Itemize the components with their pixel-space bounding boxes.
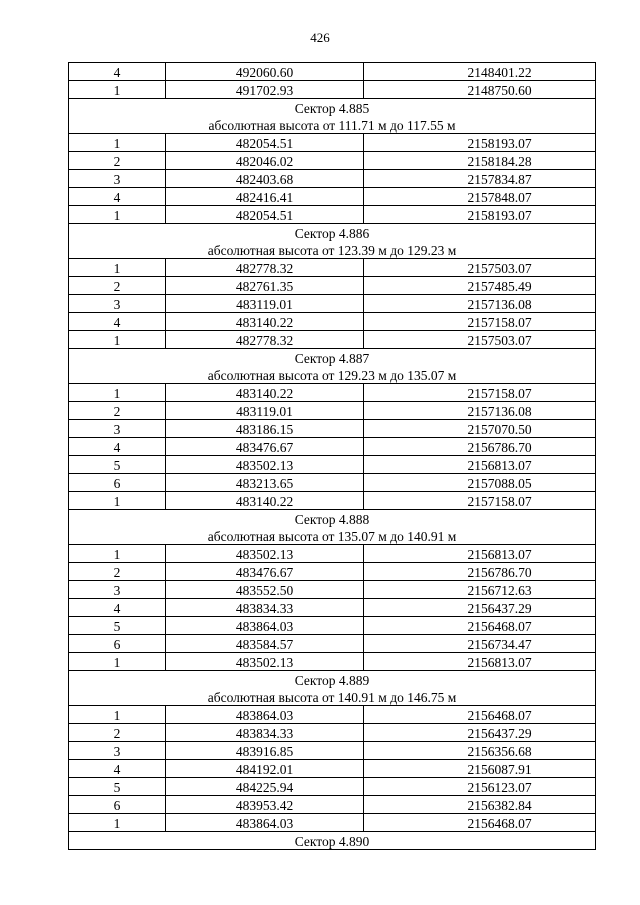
table-row [69,617,596,635]
table-row [69,456,596,474]
point-number-cell: 3 [69,170,166,188]
point-number-cell: 1 [69,259,166,277]
point-number-cell: 6 [69,635,166,653]
x-coordinate-cell: 492060.60 [166,63,364,81]
x-coordinate-cell: 482054.51 [166,206,364,224]
x-coordinate-cell: 483119.01 [166,402,364,420]
table-row [69,331,596,349]
y-coordinate-cell: 2148750.60 [364,81,596,99]
table-row [69,134,596,152]
table-row [69,170,596,188]
sector-altitude: абсолютная высота от 129.23 м до 135.07 м [69,366,596,384]
sector-header-row [69,671,596,689]
sector-altitude-row [69,116,596,134]
y-coordinate-cell: 2156786.70 [364,438,596,456]
page-number: 426 [310,30,330,45]
x-coordinate-cell: 484192.01 [166,760,364,778]
y-coordinate-cell: 2156437.29 [364,724,596,742]
sector-altitude: абсолютная высота от 135.07 м до 140.91 м [69,527,596,545]
point-number-cell: 1 [69,653,166,671]
y-coordinate-cell: 2156734.47 [364,635,596,653]
point-number-cell: 4 [69,63,166,81]
point-number-cell: 2 [69,563,166,581]
point-number-cell: 1 [69,545,166,563]
y-coordinate-cell: 2156123.07 [364,778,596,796]
table-row [69,581,596,599]
table-row [69,635,596,653]
sector-altitude-row [69,241,596,259]
y-coordinate-cell: 2157158.07 [364,492,596,510]
y-coordinate-cell: 2156712.63 [364,581,596,599]
y-coordinate-cell: 2156356.68 [364,742,596,760]
point-number-cell: 3 [69,295,166,313]
table-row [69,796,596,814]
x-coordinate-cell: 483476.67 [166,438,364,456]
sector-altitude: абсолютная высота от 123.39 м до 129.23 м [69,241,596,259]
sector-title: Сектор 4.885 [69,99,596,117]
y-coordinate-cell: 2156813.07 [364,653,596,671]
point-number-cell: 1 [69,492,166,510]
table-row [69,295,596,313]
y-coordinate-cell: 2156786.70 [364,563,596,581]
y-coordinate-cell: 2156813.07 [364,456,596,474]
sector-header-row [69,349,596,367]
point-number-cell: 5 [69,456,166,474]
table-row [69,438,596,456]
table-row [69,492,596,510]
point-number-cell: 1 [69,814,166,832]
point-number-cell: 3 [69,742,166,760]
table-row [69,188,596,206]
x-coordinate-cell: 483864.03 [166,617,364,635]
y-coordinate-cell: 2156468.07 [364,814,596,832]
x-coordinate-cell: 483864.03 [166,706,364,724]
sector-header-row [69,832,596,850]
point-number-cell: 1 [69,331,166,349]
x-coordinate-cell: 483140.22 [166,384,364,402]
coordinates-table [68,62,596,850]
x-coordinate-cell: 483476.67 [166,563,364,581]
point-number-cell: 2 [69,402,166,420]
table-row [69,313,596,331]
y-coordinate-cell: 2157136.08 [364,402,596,420]
point-number-cell: 6 [69,796,166,814]
point-number-cell: 1 [69,384,166,402]
x-coordinate-cell: 483916.85 [166,742,364,760]
x-coordinate-cell: 491702.93 [166,81,364,99]
y-coordinate-cell: 2156382.84 [364,796,596,814]
y-coordinate-cell: 2156468.07 [364,617,596,635]
table-row [69,384,596,402]
table-row [69,81,596,99]
x-coordinate-cell: 483864.03 [166,814,364,832]
y-coordinate-cell: 2157158.07 [364,313,596,331]
sector-altitude-row [69,688,596,706]
y-coordinate-cell: 2156468.07 [364,706,596,724]
table-row [69,563,596,581]
sector-title: Сектор 4.886 [69,224,596,242]
table-row [69,814,596,832]
point-number-cell: 4 [69,599,166,617]
y-coordinate-cell: 2158184.28 [364,152,596,170]
point-number-cell: 4 [69,438,166,456]
y-coordinate-cell: 2157136.08 [364,295,596,313]
y-coordinate-cell: 2157834.87 [364,170,596,188]
y-coordinate-cell: 2158193.07 [364,206,596,224]
x-coordinate-cell: 482046.02 [166,152,364,170]
sector-altitude: абсолютная высота от 140.91 м до 146.75 м [69,688,596,706]
x-coordinate-cell: 483584.57 [166,635,364,653]
x-coordinate-cell: 483502.13 [166,456,364,474]
point-number-cell: 3 [69,420,166,438]
y-coordinate-cell: 2156437.29 [364,599,596,617]
point-number-cell: 4 [69,188,166,206]
sector-altitude-row [69,366,596,384]
table-row [69,545,596,563]
point-number-cell: 5 [69,778,166,796]
x-coordinate-cell: 484225.94 [166,778,364,796]
table-row [69,706,596,724]
point-number-cell: 4 [69,313,166,331]
x-coordinate-cell: 483140.22 [166,492,364,510]
x-coordinate-cell: 482778.32 [166,331,364,349]
sector-title: Сектор 4.890 [69,832,596,850]
y-coordinate-cell: 2157158.07 [364,384,596,402]
y-coordinate-cell: 2156087.91 [364,760,596,778]
y-coordinate-cell: 2157088.05 [364,474,596,492]
table-row [69,760,596,778]
table-row [69,474,596,492]
table-row [69,778,596,796]
coordinates-table-body [69,63,596,850]
table-row [69,420,596,438]
y-coordinate-cell: 2157503.07 [364,259,596,277]
y-coordinate-cell: 2156813.07 [364,545,596,563]
table-row [69,259,596,277]
x-coordinate-cell: 482778.32 [166,259,364,277]
point-number-cell: 4 [69,760,166,778]
x-coordinate-cell: 483186.15 [166,420,364,438]
point-number-cell: 1 [69,134,166,152]
x-coordinate-cell: 483834.33 [166,724,364,742]
x-coordinate-cell: 482403.68 [166,170,364,188]
point-number-cell: 1 [69,81,166,99]
x-coordinate-cell: 483502.13 [166,653,364,671]
sector-altitude: абсолютная высота от 111.71 м до 117.55 м [69,116,596,134]
sector-altitude-row [69,527,596,545]
table-row [69,277,596,295]
sector-header-row [69,224,596,242]
table-row [69,63,596,81]
x-coordinate-cell: 483213.65 [166,474,364,492]
y-coordinate-cell: 2157070.50 [364,420,596,438]
table-row [69,742,596,760]
x-coordinate-cell: 483140.22 [166,313,364,331]
y-coordinate-cell: 2157848.07 [364,188,596,206]
x-coordinate-cell: 483502.13 [166,545,364,563]
y-coordinate-cell: 2157503.07 [364,331,596,349]
x-coordinate-cell: 482416.41 [166,188,364,206]
table-row [69,402,596,420]
sector-header-row [69,99,596,117]
sector-header-row [69,510,596,528]
point-number-cell: 2 [69,724,166,742]
x-coordinate-cell: 482054.51 [166,134,364,152]
sector-title: Сектор 4.889 [69,671,596,689]
x-coordinate-cell: 482761.35 [166,277,364,295]
y-coordinate-cell: 2157485.49 [364,277,596,295]
x-coordinate-cell: 483552.50 [166,581,364,599]
point-number-cell: 6 [69,474,166,492]
point-number-cell: 2 [69,277,166,295]
sector-title: Сектор 4.888 [69,510,596,528]
sector-title: Сектор 4.887 [69,349,596,367]
y-coordinate-cell: 2158193.07 [364,134,596,152]
table-row [69,206,596,224]
point-number-cell: 3 [69,581,166,599]
point-number-cell: 2 [69,152,166,170]
table-row [69,152,596,170]
x-coordinate-cell: 483119.01 [166,295,364,313]
point-number-cell: 1 [69,706,166,724]
x-coordinate-cell: 483953.42 [166,796,364,814]
point-number-cell: 5 [69,617,166,635]
y-coordinate-cell: 2148401.22 [364,63,596,81]
point-number-cell: 1 [69,206,166,224]
x-coordinate-cell: 483834.33 [166,599,364,617]
table-row [69,653,596,671]
table-row [69,724,596,742]
table-row [69,599,596,617]
